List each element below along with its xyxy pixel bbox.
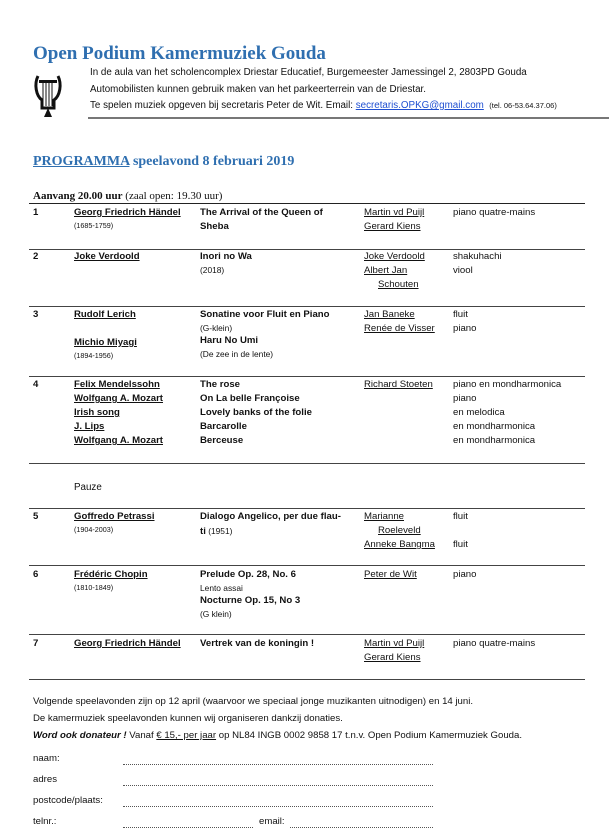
row-6-instrument <box>453 568 609 582</box>
composer-name: Wolfgang A. Mozart <box>74 435 163 446</box>
instrument: en mondharmonica <box>453 435 536 446</box>
row-3-performers <box>364 308 452 336</box>
header-divider <box>88 117 609 119</box>
row-3-instrument <box>453 308 609 336</box>
instrument: piano quatre-mains <box>453 207 536 218</box>
donor-call <box>33 730 522 741</box>
row-divider <box>29 376 585 377</box>
row-7-work <box>200 637 362 651</box>
performer: Richard Stoeten <box>364 379 433 390</box>
row-6-performers <box>364 568 452 582</box>
work-title: Nocturne Op. 15, No 3 <box>200 595 301 606</box>
row-6-composer <box>74 568 199 594</box>
instrument: piano <box>453 393 477 404</box>
work-subtitle: Lento assai <box>200 583 243 593</box>
performer: Martin vd Puijl <box>364 638 425 649</box>
performer: Martin vd Puijl <box>364 207 425 218</box>
work-title: Sonatine voor Fluit en Piano <box>200 309 330 320</box>
work-subtitle: (2018) <box>200 265 225 275</box>
donor-call-bold: Word ook donateur ! <box>33 730 127 741</box>
composer-name: Wolfgang A. Mozart <box>74 393 163 404</box>
program-heading-link[interactable]: PROGRAMMA <box>33 154 130 169</box>
row-2-composer <box>74 250 199 264</box>
instrument: fluit <box>453 309 468 320</box>
composer-name: Frédéric Chopin <box>74 569 148 580</box>
row-2-number: 2 <box>33 251 39 262</box>
postcode-field[interactable] <box>123 806 433 807</box>
work-title: Lovely banks of the folie <box>200 407 312 418</box>
row-3-work <box>200 308 362 360</box>
row-7-composer <box>74 637 199 651</box>
performer-cont: Schouten <box>378 279 419 290</box>
form-label-naam: naam: <box>33 753 60 764</box>
work-title: The rose <box>200 379 240 390</box>
instrument: piano <box>453 323 477 334</box>
work-title: Berceuse <box>200 435 244 446</box>
composer-name: Felix Mendelssohn <box>74 379 160 390</box>
work-subtitle: (G klein) <box>200 609 232 619</box>
pause-label: Pauze <box>74 482 102 493</box>
work-title: The Arrival of the Queen of <box>200 207 323 218</box>
row-2-performers <box>364 250 452 292</box>
row-1-number: 1 <box>33 207 39 218</box>
row-5-composer <box>74 510 199 536</box>
donor-from: Vanaf <box>126 730 157 741</box>
donor-account: op NL84 INGB 0002 9858 17 t.n.v. Open Podium Kamermuziek Gouda. <box>216 730 522 741</box>
form-label-email: email: <box>259 816 285 827</box>
instrument: fluit <box>453 539 468 550</box>
composer-name: Georg Friedrich Händel <box>74 207 181 218</box>
composer-name: J. Lips <box>74 421 105 432</box>
work-title: Vertrek van de koningin ! <box>200 638 315 649</box>
instrument: viool <box>453 265 473 276</box>
row-5-work <box>200 510 362 539</box>
composer-name: Rudolf Lerich <box>74 309 136 320</box>
work-title: On La belle Françoise <box>200 393 300 404</box>
work-title-cont: ti <box>200 526 206 537</box>
row-divider <box>29 508 585 509</box>
naam-field[interactable] <box>123 764 433 765</box>
contact-line <box>90 100 557 111</box>
telnr-field[interactable] <box>123 827 253 828</box>
performer: Gerard Kiens <box>364 652 421 663</box>
performer: Jan Baneke <box>364 309 415 320</box>
next-evenings-text: Volgende speelavonden zijn op 12 april (waarvoor we speciaal jonge muzikanten uitnodigen) en 14 juni. <box>33 696 474 707</box>
composer-years: (1904-2003) <box>74 525 114 534</box>
row-6-number: 6 <box>33 569 39 580</box>
row-divider <box>29 565 585 566</box>
composer-name: Michio Miyagi <box>74 337 137 348</box>
instrument: en mondharmonica <box>453 421 536 432</box>
table-top-rule <box>29 203 585 204</box>
email-link[interactable]: secretaris.OPKG@gmail.com <box>355 100 484 111</box>
start-time <box>33 190 222 202</box>
row-1-instrument <box>453 206 609 220</box>
row-divider <box>29 634 585 635</box>
row-1-composer <box>74 206 199 232</box>
instrument: piano quatre-mains <box>453 638 536 649</box>
phone-number: (tel. 06-53.64.37.06) <box>489 101 557 110</box>
composer-years: (1685-1759) <box>74 221 114 230</box>
donor-amount: € 15,- per jaar <box>156 730 217 741</box>
doors-open: (zaal open: 19.30 uur) <box>122 190 223 202</box>
performer: Albert Jan <box>364 265 408 276</box>
form-label-postcode: postcode/plaats: <box>33 795 103 806</box>
instrument: fluit <box>453 511 468 522</box>
program-heading <box>33 154 294 170</box>
row-4-performers <box>364 378 452 392</box>
work-title: Prelude Op. 28, No. 6 <box>200 569 296 580</box>
work-title: Dialogo Angelico, per due flau- <box>200 511 341 522</box>
work-subtitle: (De zee in de lente) <box>200 349 274 359</box>
performer: Marianne <box>364 511 404 522</box>
form-label-telnr: telnr.: <box>33 816 57 827</box>
row-4-number: 4 <box>33 379 39 390</box>
row-2-work <box>200 250 362 276</box>
instrument: piano en mondharmonica <box>453 379 562 390</box>
composer-name: Georg Friedrich Händel <box>74 638 181 649</box>
performer: Gerard Kiens <box>364 221 421 232</box>
instrument: shakuhachi <box>453 251 502 262</box>
row-7-number: 7 <box>33 638 39 649</box>
work-title: Inori no Wa <box>200 251 252 262</box>
row-7-instrument <box>453 637 609 651</box>
venue-line: In de aula van het scholencomplex Driestar Educatief, Burgemeester Jamessingel 2, 2803PD Gouda <box>90 67 527 78</box>
performer: Anneke Bangma <box>364 539 435 550</box>
parking-line: Automobilisten kunnen gebruik maken van het parkeerterrein van de Driestar. <box>90 84 427 95</box>
row-5-performers <box>364 510 452 552</box>
email-field[interactable] <box>290 827 433 828</box>
row-2-instrument <box>453 250 609 278</box>
composer-years: (1810-1849) <box>74 583 114 592</box>
composer-name: Irish song <box>74 407 120 418</box>
row-5-instrument <box>453 510 609 552</box>
row-4-composers <box>74 378 199 448</box>
row-divider <box>29 679 585 680</box>
donations-text: De kamermuziek speelavonden kunnen wij organiseren dankzij donaties. <box>33 713 343 724</box>
row-7-performers <box>364 637 452 665</box>
instrument: piano <box>453 569 477 580</box>
performer-cont: Roeleveld <box>378 525 421 536</box>
start-time-bold: Aanvang 20.00 uur <box>33 190 123 202</box>
row-divider <box>29 306 585 307</box>
row-1-work <box>200 206 362 234</box>
row-4-instruments <box>453 378 609 448</box>
row-3-composer <box>74 308 199 362</box>
composer-name: Goffredo Petrassi <box>74 511 155 522</box>
work-title: Barcarolle <box>200 421 247 432</box>
performer: Renée de Visser <box>364 323 435 334</box>
row-4-works <box>200 378 362 448</box>
contact-text: Te spelen muziek opgeven bij secretaris Peter de Wit. Email: <box>90 100 356 111</box>
work-subtitle: (G-klein) <box>200 323 233 333</box>
page-title: Open Podium Kamermuziek Gouda <box>33 43 326 64</box>
row-divider <box>29 463 585 464</box>
adres-field[interactable] <box>123 785 433 786</box>
work-title-cont: Sheba <box>200 221 229 232</box>
performer: Peter de Wit <box>364 569 417 580</box>
row-1-performers <box>364 206 452 234</box>
program-heading-date: speelavond 8 februari 2019 <box>129 154 295 169</box>
row-3-number: 3 <box>33 309 39 320</box>
row-5-number: 5 <box>33 511 39 522</box>
row-6-work <box>200 568 362 620</box>
form-label-adres: adres <box>33 774 57 785</box>
lyre-logo-icon <box>32 70 64 120</box>
performer: Joke Verdoold <box>364 251 425 262</box>
work-year: (1951) <box>205 526 233 536</box>
instrument: en melodica <box>453 407 505 418</box>
work-title: Haru No Umi <box>200 335 259 346</box>
composer-name: Joke Verdoold <box>74 251 140 262</box>
composer-years: (1894-1956) <box>74 351 114 360</box>
